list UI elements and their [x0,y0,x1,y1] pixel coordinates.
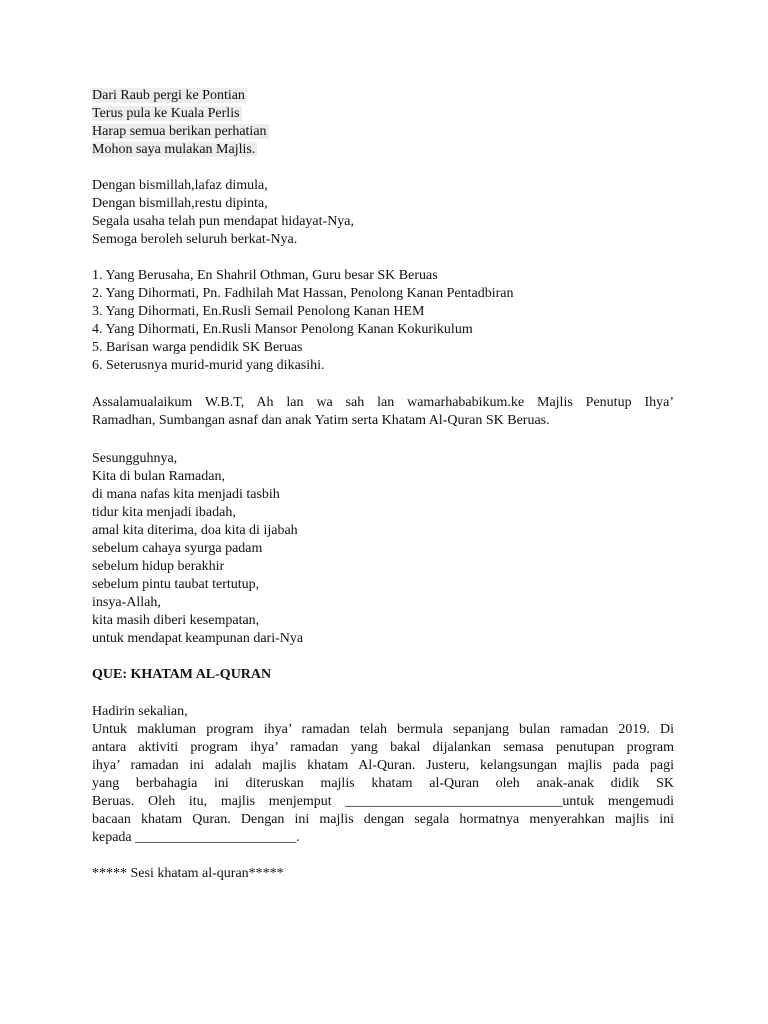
salutation-item: 4. Yang Dihormati, En.Rusli Mansor Penolong Kanan Kokurikulum [92,322,473,337]
pantun-line-text: Terus pula ke Kuala Perlis [92,106,240,121]
body-line: kepada _______________________. [92,830,300,845]
pantun-line [92,141,674,159]
salutation-item: 6. Seterusnya murid-murid yang dikasihi. [92,358,325,373]
poem-line: Sesungguhnya, [92,451,178,466]
body-line: ihya’ ramadan ini adalah majlis khatam Al-Quran. Justeru, kelangsungan majlis pada pagi [92,758,674,773]
body-line: bacaan khatam Quran. Dengan ini majlis dengan segala hormatnya menyerahkan majlis ini [92,812,674,827]
body-line: Beruas. Oleh itu, majlis menjemput _______________________________untuk mengemudi [92,794,674,809]
khatam-paragraph [92,703,674,847]
session-marker: ***** Sesi khatam al-quran***** [92,866,284,881]
salutation-item: 3. Yang Dihormati, En.Rusli Semail Penolong Kanan HEM [92,304,425,319]
session-section [92,865,674,883]
greeting-paragraph [92,394,674,430]
pantun-line [92,123,674,141]
poem-line: sebelum pintu taubat tertutup, [92,577,260,592]
que-heading: QUE: KHATAM AL-QURAN [92,667,272,682]
que-section [92,666,674,684]
ramadan-poem [92,450,674,648]
poem-line: di mana nafas kita menjadi tasbih [92,487,280,502]
pantun-line [92,87,674,105]
salutation-list [92,267,674,375]
pantun-line [92,105,674,123]
pantun-line-text: Dari Raub pergi ke Pontian [92,88,245,103]
body-line: Untuk makluman program ihya’ ramadan telah bermula sepanjang bulan ramadan 2019. Di [92,722,674,737]
syair-line: Dengan bismillah,restu dipinta, [92,196,268,211]
salutation-item: 1. Yang Berusaha, En Shahril Othman, Guru besar SK Beruas [92,268,438,283]
hadirin-line: Hadirin sekalian, [92,704,188,719]
poem-line: kita masih diberi kesempatan, [92,613,260,628]
syair-line: Dengan bismillah,lafaz dimula, [92,178,268,193]
salutation-item: 2. Yang Dihormati, Pn. Fadhilah Mat Hassan, Penolong Kanan Pentadbiran [92,286,514,301]
syair-line: Segala usaha telah pun mendapat hidayat-Nya, [92,214,355,229]
poem-line: tidur kita menjadi ibadah, [92,505,236,520]
body-line: yang berbahagia ini diteruskan majlis khatam al-Quran oleh anak-anak didik SK [92,776,674,791]
body-line: antara aktiviti program ihya’ ramadan yang bakal dijalankan semasa penutupan program [92,740,674,755]
greeting-line: Ramadhan, Sumbangan asnaf dan anak Yatim serta Khatam Al-Quran SK Beruas. [92,413,550,428]
poem-line: Kita di bulan Ramadan, [92,469,225,484]
poem-line: insya-Allah, [92,595,161,610]
poem-line: sebelum hidup berakhir [92,559,225,574]
pantun-line-text: Harap semua berikan perhatian [92,124,267,139]
poem-line: amal kita diterima, doa kita di ijabah [92,523,298,538]
bismillah-syair [92,177,674,249]
pantun-line-text: Mohon saya mulakan Majlis. [92,142,256,157]
poem-line: sebelum cahaya syurga padam [92,541,263,556]
syair-line: Semoga beroleh seluruh berkat-Nya. [92,232,298,247]
greeting-line: Assalamualaikum W.B.T, Ah lan wa sah lan wamarhababikum.ke Majlis Penutup Ihya’ [92,395,674,410]
salutation-item: 5. Barisan warga pendidik SK Beruas [92,340,303,355]
poem-line: untuk mendapat keampunan dari-Nya [92,631,304,646]
opening-pantun [92,87,674,159]
